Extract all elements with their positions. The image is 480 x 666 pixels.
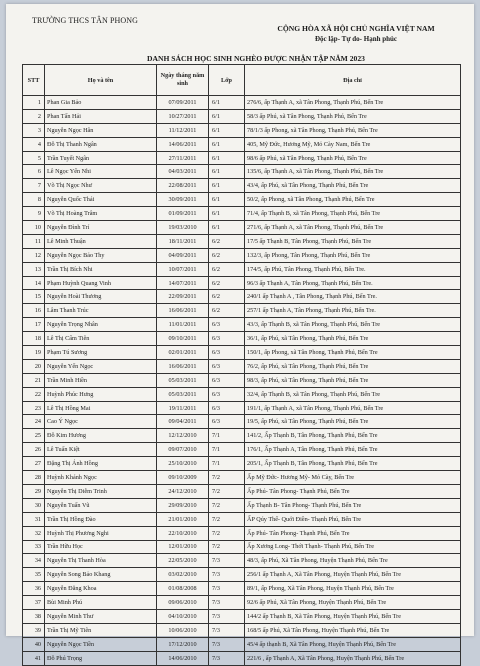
cell-class: 6/1 [209,96,245,110]
cell-class: 6/1 [209,109,245,123]
cell-address: 78/1/3 ấp Phong, xã Tân Phong, Thạnh Phú, Bến Tre [245,123,461,137]
cell-dob: 16/06/2011 [157,304,209,318]
table-row [23,554,461,568]
cell-class: 6/3 [209,332,245,346]
cell-stt: 10 [23,221,45,235]
cell-name: Nguyễn Trọng Nhân [45,318,157,332]
cell-class: 6/1 [209,221,245,235]
table-row [23,179,461,193]
table-row [23,262,461,276]
cell-stt: 3 [23,123,45,137]
school-name: TRƯỜNG THCS TÂN PHONG [32,16,139,25]
table-row [23,609,461,623]
table-row [23,318,461,332]
column-header-class: Lớp [209,65,245,96]
cell-dob: 02/01/2011 [157,346,209,360]
cell-address: 45/4 ấp thạnh B, Xã Tân Phong, Huyện Thạnh Phú, Bến Tre [245,637,461,651]
cell-dob: 22/08/2011 [157,179,209,193]
cell-name: Huỳnh Khánh Ngọc [45,471,157,485]
cell-class: 6/1 [209,151,245,165]
cell-stt: 21 [23,373,45,387]
cell-name: Đỗ Kim Hương [45,429,157,443]
cell-name: Huỳnh Thị Phương Nghi [45,526,157,540]
table-row [23,332,461,346]
table-row [23,637,461,651]
cell-name: Phan Gia Bảo [45,96,157,110]
column-header-name: Họ và tên [45,65,157,96]
cell-name: Trần Thị Bích Nhi [45,262,157,276]
cell-stt: 20 [23,359,45,373]
cell-address: 71/4, ấp Thạnh B, xã Tân Phong, Thạnh Phú, Bến Tre [245,207,461,221]
cell-dob: 29/09/2010 [157,498,209,512]
cell-address: 98/6 ấp Phú, xã Tân Phong, Thạnh Phú, Bến Tre [245,151,461,165]
cell-dob: 19/11/2011 [157,401,209,415]
cell-class: 6/3 [209,359,245,373]
table-row [23,346,461,360]
cell-address: ẤP Qúy Thế- Quới Điền- Thạnh Phú, Bến Tre [245,512,461,526]
cell-class: 7/3 [209,596,245,610]
cell-stt: 35 [23,568,45,582]
cell-class: 7/3 [209,623,245,637]
cell-class: 6/2 [209,276,245,290]
cell-dob: 09/10/2011 [157,332,209,346]
cell-address: 58/3 ấp Phú, xã Tân Phong, Thạnh Phú, Bến Tre [245,109,461,123]
cell-address: 405, Mỹ Đức, Hương Mỹ, Mỏ Cày Nam, Bến Tre [245,137,461,151]
table-row [23,540,461,554]
cell-dob: 10/07/2011 [157,262,209,276]
cell-class: 6/3 [209,415,245,429]
cell-dob: 12/01/2010 [157,540,209,554]
cell-dob: 09/06/2010 [157,596,209,610]
cell-name: Lê Thị Cẩm Tiên [45,332,157,346]
cell-dob: 10/27/2011 [157,109,209,123]
cell-stt: 2 [23,109,45,123]
cell-stt: 39 [23,623,45,637]
national-motto: Độc lập- Tự do- Hạnh phúc [314,35,398,43]
cell-name: Lâm Thanh Trúc [45,304,157,318]
table-row [23,401,461,415]
document-title: DANH SÁCH HỌC SINH NGHÈO ĐƯỢC NHẬN TẬP NĂM 2023 [147,54,365,63]
cell-dob: 30/09/2011 [157,193,209,207]
cell-name: Trần Thị Hồng Đào [45,512,157,526]
cell-address: 168/5 ấp Phú, Xã Tân Phong, Huyện Thạnh Phú, Bến Tre [245,623,461,637]
cell-dob: 07/09/2011 [157,96,209,110]
table-row [23,443,461,457]
cell-stt: 15 [23,290,45,304]
cell-stt: 37 [23,596,45,610]
cell-dob: 09/10/2009 [157,471,209,485]
cell-name: Đặng Thị Ánh Hồng [45,457,157,471]
cell-stt: 22 [23,387,45,401]
cell-class: 7/3 [209,554,245,568]
cell-class: 6/2 [209,234,245,248]
cell-class: 6/1 [209,207,245,221]
cell-address: 50/2, ấp Phong, xã Tân Phong, Thạnh Phú, Bến Tre [245,193,461,207]
cell-dob: 11/12/2011 [157,123,209,137]
cell-address: 89/1, ấp Phong, Xã Tân Phong, Huyện Thạnh Phú, Bến Tre [245,582,461,596]
cell-name: Đỗ Thị Thanh Ngân [45,137,157,151]
cell-address: 257/1 ấp Thạnh A, Tân Phong, Thạnh Phú, Bến Tre. [245,304,461,318]
table-row [23,137,461,151]
cell-class: 6/3 [209,346,245,360]
cell-class: 6/1 [209,193,245,207]
cell-dob: 14/07/2011 [157,276,209,290]
cell-name: Bùi Minh Phú [45,596,157,610]
cell-address: 132/3, ấp Phong, Tân Phong, Thạnh Phú, Bến Tre [245,248,461,262]
cell-class: 7/3 [209,637,245,651]
cell-dob: 21/01/2010 [157,512,209,526]
cell-stt: 36 [23,582,45,596]
cell-dob: 04/09/2011 [157,248,209,262]
cell-stt: 13 [23,262,45,276]
cell-stt: 14 [23,276,45,290]
cell-stt: 5 [23,151,45,165]
table-row [23,96,461,110]
cell-address: 19/5, ấp Phú, xã Tân Phong, Thạnh Phú, Bến Tre [245,415,461,429]
cell-stt: 26 [23,443,45,457]
cell-dob: 18/11/2011 [157,234,209,248]
cell-stt: 32 [23,526,45,540]
cell-class: 7/2 [209,484,245,498]
cell-name: Nguyễn Thị Diễm Trinh [45,484,157,498]
cell-stt: 18 [23,332,45,346]
cell-dob: 17/12/2010 [157,637,209,651]
table-body [23,96,461,666]
cell-dob: 22/05/2010 [157,554,209,568]
cell-stt: 38 [23,609,45,623]
cell-class: 6/1 [209,179,245,193]
cell-stt: 12 [23,248,45,262]
cell-address: 144/2 ấp Thạnh B, Xã Tân Phong, Huyện Thạnh Phú, Bến Tre [245,609,461,623]
table-header-row [23,65,461,96]
cell-address: 135/6, ấp Thạnh A, xã Tân Phong, Thạnh Phú, Bến Tre [245,165,461,179]
cell-name: Lê Ngọc Yến Nhi [45,165,157,179]
table-row [23,526,461,540]
cell-stt: 41 [23,651,45,665]
cell-stt: 40 [23,637,45,651]
cell-name: Nguyễn Đình Trí [45,221,157,235]
cell-stt: 28 [23,471,45,485]
table-row [23,221,461,235]
cell-dob: 19/03/2010 [157,221,209,235]
cell-address: Ấp Xương Long- Thới Thạnh- Thạnh Phú, Bến Tre [245,540,461,554]
cell-address: Ấp Phú- Tân Phong- Thạnh Phú, Bến Tre [245,484,461,498]
cell-address: 276/6, ấp Thạnh A, xã Tân Phong, Thạnh Phú, Bến Tre [245,96,461,110]
cell-stt: 17 [23,318,45,332]
table-row [23,457,461,471]
table-row [23,471,461,485]
cell-class: 7/2 [209,498,245,512]
cell-address: 36/1, ấp Phú, xã Tân Phong, Thạnh Phú, Bến Tre [245,332,461,346]
cell-name: Cao Ý Ngọc [45,415,157,429]
cell-address: Ấp Phú- Tân Phong- Thạnh Phú, Bến Tre [245,526,461,540]
cell-class: 6/1 [209,123,245,137]
cell-class: 7/2 [209,526,245,540]
cell-address: 32/4, ấp Thạnh B, xã Tân Phong, Thạnh Phú, Bến Tre [245,387,461,401]
cell-address: Ấp Mỹ Đức- Hương Mỹ- Mỏ Cày, Bến Tre [245,471,461,485]
cell-dob: 05/03/2011 [157,387,209,401]
cell-name: Nguyễn Tuấn Vũ [45,498,157,512]
cell-name: Trần Thị Mỹ Tiên [45,623,157,637]
cell-name: Võ Thị Hoàng Trâm [45,207,157,221]
cell-class: 6/3 [209,387,245,401]
cell-stt: 9 [23,207,45,221]
table-row [23,568,461,582]
cell-address: 98/3, ấp Phú, xã Tân Phong, Thạnh Phú, Bến Tre [245,373,461,387]
cell-address: 221/6 , ấp Thạnh A, Xã Tân Phong, Huyện Thạnh Phú, Bến Tre [245,651,461,665]
cell-stt: 6 [23,165,45,179]
table-row [23,234,461,248]
table-row [23,123,461,137]
cell-name: Nguyễn Ngọc Tiền [45,637,157,651]
table-row [23,429,461,443]
cell-class: 6/3 [209,401,245,415]
cell-stt: 29 [23,484,45,498]
cell-name: Huỳnh Phúc Hưng [45,387,157,401]
cell-class: 6/3 [209,373,245,387]
cell-class: 7/1 [209,429,245,443]
cell-stt: 25 [23,429,45,443]
cell-class: 6/2 [209,262,245,276]
cell-dob: 25/10/2010 [157,457,209,471]
cell-address: 150/1, ấp Phong, xã Tân Phong, Thạnh Phú, Bến Tre [245,346,461,360]
student-table [22,64,461,666]
table-row [23,651,461,665]
cell-class: 7/2 [209,540,245,554]
cell-address: 240/1 ấp Thạnh A , Tân Phong, Thạnh Phú, Bến Tre. [245,290,461,304]
cell-name: Nguyễn Yến Ngọc [45,359,157,373]
cell-name: Đỗ Phú Trọng [45,651,157,665]
cell-class: 7/3 [209,651,245,665]
cell-dob: 04/10/2010 [157,609,209,623]
table-row [23,248,461,262]
cell-dob: 11/01/2011 [157,318,209,332]
cell-name: Lê Tuấn Kiệt [45,443,157,457]
cell-address: 256/1 ấp Thạnh A, Xã Tân Phong, Huyện Thạnh Phú, Bến Tre [245,568,461,582]
cell-class: 7/3 [209,568,245,582]
table-row [23,207,461,221]
cell-dob: 12/12/2010 [157,429,209,443]
table-row [23,498,461,512]
cell-class: 7/3 [209,582,245,596]
cell-name: Võ Thị Ngọc Như [45,179,157,193]
cell-dob: 24/12/2010 [157,484,209,498]
table-row [23,151,461,165]
cell-stt: 24 [23,415,45,429]
cell-class: 6/1 [209,137,245,151]
cell-class: 6/3 [209,318,245,332]
cell-name: Nguyễn Quốc Thái [45,193,157,207]
cell-dob: 22/09/2011 [157,290,209,304]
cell-stt: 23 [23,401,45,415]
cell-stt: 27 [23,457,45,471]
cell-address: 96/3 ấp Thạnh A, Tân Phong, Thạnh Phú, Bến Tre. [245,276,461,290]
column-header-dob: Ngày tháng năm sinh [157,65,209,96]
cell-name: Phạm Tú Sương [45,346,157,360]
cell-address: 141/2, Ấp Thạnh B, Tân Phong, Thạnh Phú, Bến Tre [245,429,461,443]
cell-address: 174/5, ấp Phú, Tân Phong, Thạnh Phú, Bến Tre. [245,262,461,276]
table-row [23,304,461,318]
cell-name: Trần Minh Hiền [45,373,157,387]
table-row [23,512,461,526]
national-title: CỘNG HÒA XÃ HỘI CHỦ NGHĨA VIỆT NAM [277,24,435,33]
cell-dob: 09/04/2011 [157,415,209,429]
table-row [23,290,461,304]
cell-stt: 8 [23,193,45,207]
cell-address: 48/3, ấp Phú, Xã Tân Phong, Huyện Thạnh Phú, Bến Tre [245,554,461,568]
cell-dob: 22/10/2010 [157,526,209,540]
cell-address: 92/6 ấp Phú, Xã Tân Phong, Huyện Thạnh Phú, Bến Tre [245,596,461,610]
cell-address: 205/1, Ấp Thạnh B, Tân Phong, Thạnh Phú, Bến Tre [245,457,461,471]
table-row [23,165,461,179]
column-header-stt: STT [23,65,45,96]
cell-dob: 14/06/2011 [157,137,209,151]
cell-class: 7/1 [209,443,245,457]
cell-class: 7/1 [209,457,245,471]
cell-dob: 01/08/2008 [157,582,209,596]
table-row [23,484,461,498]
cell-stt: 19 [23,346,45,360]
table-row [23,582,461,596]
table-row [23,109,461,123]
cell-name: Trần Tuyết Ngân [45,151,157,165]
cell-address: 43/4, ấp Phú, xã Tân Phong, Thạnh Phú, Bến Tre [245,179,461,193]
cell-address: 191/1, ấp Thạnh A, xã Tân Phong, Thạnh Phú, Bến Tre [245,401,461,415]
cell-stt: 34 [23,554,45,568]
table-row [23,193,461,207]
cell-name: Nguyễn Hoài Thương [45,290,157,304]
cell-name: Nguyễn Song Bảo Khang [45,568,157,582]
cell-name: Phan Tấn Hải [45,109,157,123]
cell-address: 176/1, Ấp Thạnh A, Tân Phong, Thạnh Phú, Bến Tre [245,443,461,457]
cell-name: Trần Hữu Học [45,540,157,554]
cell-class: 7/2 [209,512,245,526]
cell-dob: 16/06/2011 [157,359,209,373]
cell-stt: 33 [23,540,45,554]
cell-name: Nguyễn Đăng Khoa [45,582,157,596]
table-row [23,359,461,373]
cell-dob: 27/11/2011 [157,151,209,165]
cell-class: 7/3 [209,609,245,623]
cell-class: 6/2 [209,248,245,262]
cell-dob: 04/03/2011 [157,165,209,179]
cell-address: 271/6, ấp Thạnh A, xã Tân Phong, Thạnh Phú, Bến Tre [245,221,461,235]
table-row [23,387,461,401]
cell-dob: 03/02/2010 [157,568,209,582]
table-row [23,276,461,290]
cell-address: 76/2, ấp Phú, xã Tân Phong, Thạnh Phú, Bến Tre [245,359,461,373]
cell-name: Nguyễn Minh Thư [45,609,157,623]
cell-stt: 7 [23,179,45,193]
cell-address: Ấp Thạnh B- Tân Phong- Thạnh Phú, Bến Tre [245,498,461,512]
cell-class: 7/2 [209,471,245,485]
cell-class: 6/2 [209,290,245,304]
cell-address: 17/5 ấp Thạnh B, Tân Phong, Thạnh Phú, Bến Tre [245,234,461,248]
cell-dob: 14/06/2010 [157,651,209,665]
cell-address: 43/3, ấp Thạnh B, xã Tân Phong, Thạnh Phú, Bến Tre [245,318,461,332]
cell-dob: 09/07/2010 [157,443,209,457]
table-row [23,373,461,387]
column-header-address: Địa chỉ [245,65,461,96]
cell-stt: 1 [23,96,45,110]
cell-stt: 11 [23,234,45,248]
cell-name: Lê Thị Hồng Mai [45,401,157,415]
cell-class: 6/2 [209,304,245,318]
table-row [23,415,461,429]
cell-name: Nguyễn Thị Thanh Hòa [45,554,157,568]
cell-dob: 01/09/2011 [157,207,209,221]
cell-dob: 05/03/2011 [157,373,209,387]
cell-dob: 10/06/2010 [157,623,209,637]
table-row [23,623,461,637]
cell-stt: 31 [23,512,45,526]
cell-name: Nguyễn Ngọc Hân [45,123,157,137]
cell-name: Lê Minh Thuận [45,234,157,248]
cell-stt: 30 [23,498,45,512]
cell-class: 6/1 [209,165,245,179]
cell-name: Phạm Huỳnh Quang Vinh [45,276,157,290]
cell-name: Nguyễn Ngọc Bảo Thy [45,248,157,262]
cell-stt: 4 [23,137,45,151]
cell-stt: 16 [23,304,45,318]
table-row [23,596,461,610]
